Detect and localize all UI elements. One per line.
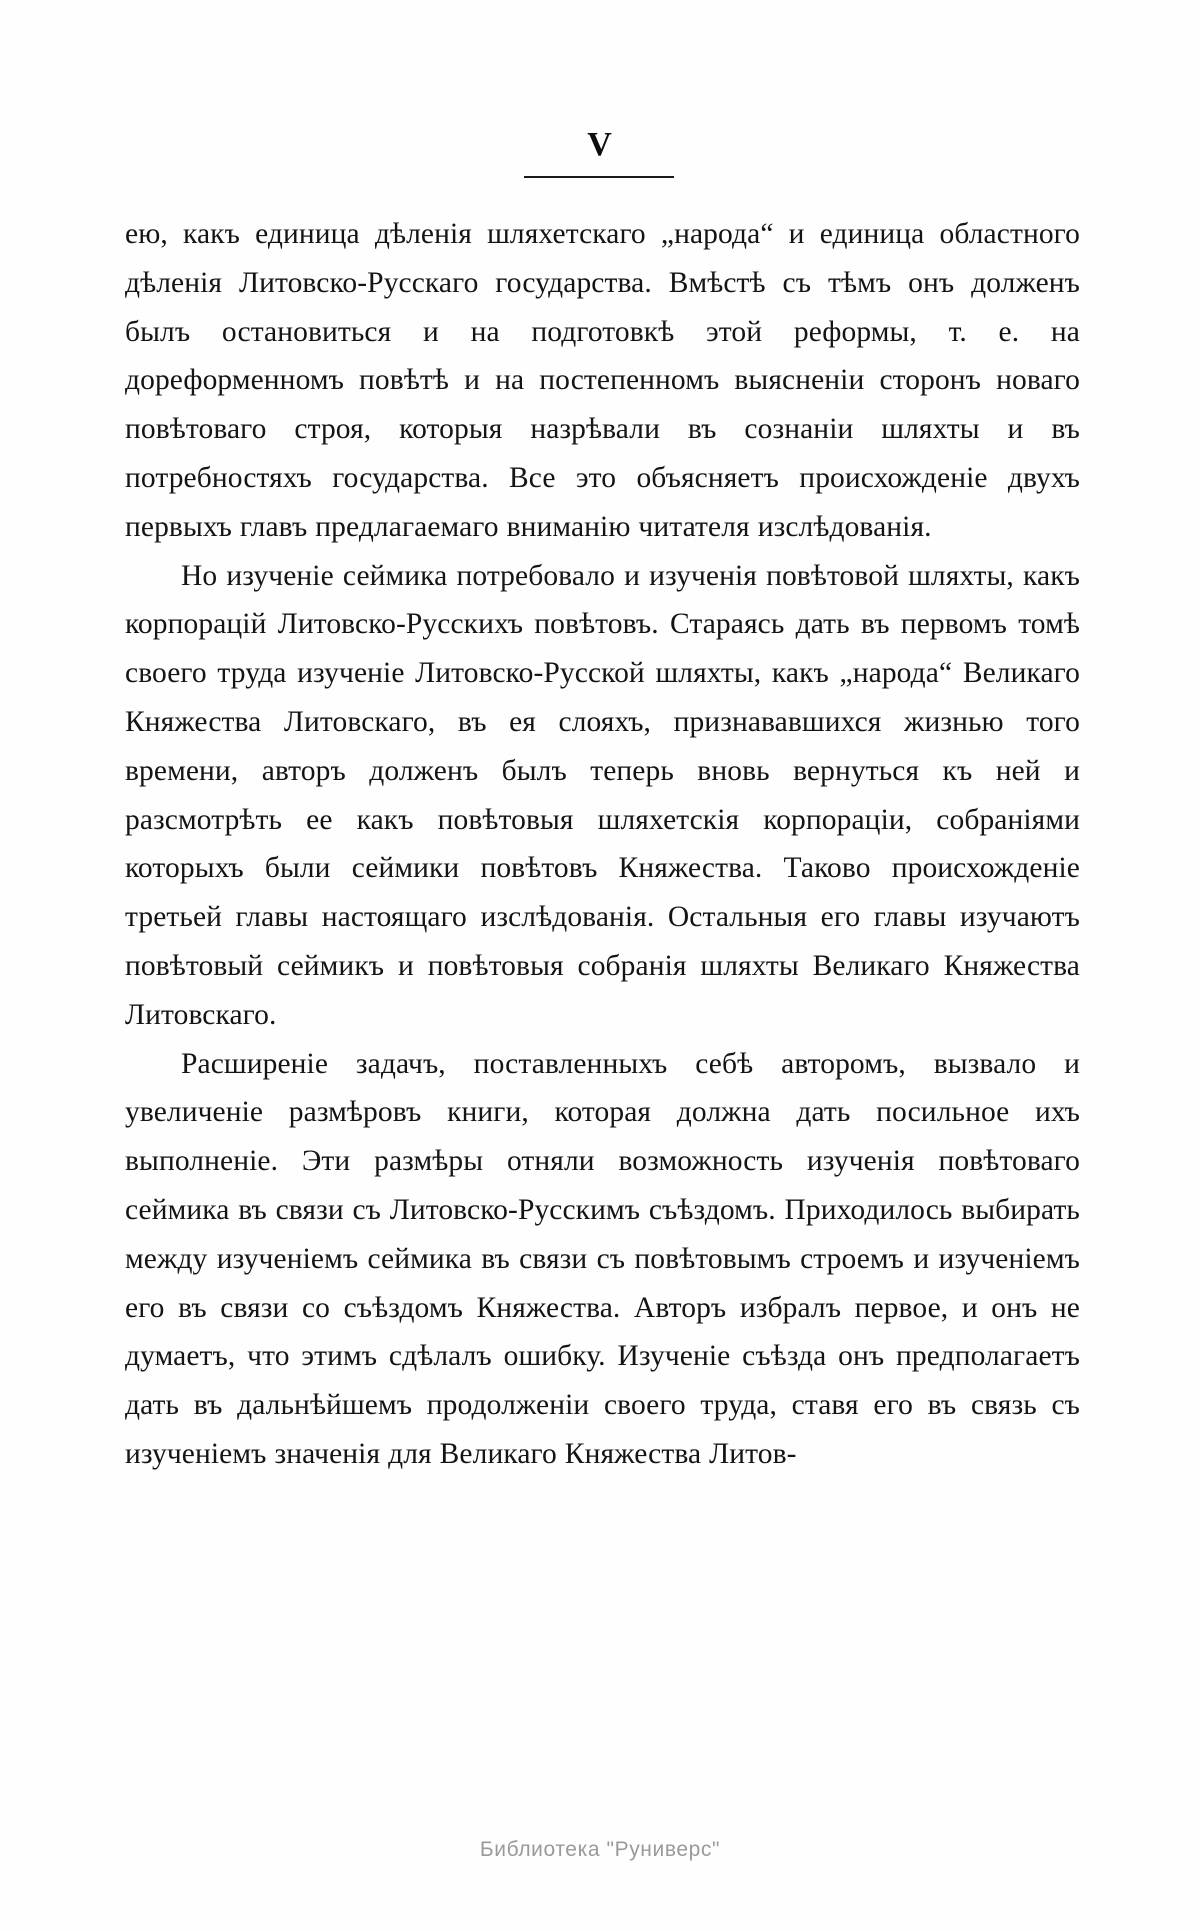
- page-number: V: [587, 126, 613, 163]
- paragraph-3: Расширеніе задачъ, поставленныхъ себѣ авторомъ, вызвало и увеличеніе размѣровъ книги, которая должна дать посильное ихъ выполненіе. Эти размѣры отняли возможность изученія повѣтоваго сеймика въ связи съ Литовско-Русскимъ съѣздомъ. Приходилось выбирать между изученіемъ сеймика въ связи съ повѣтовымъ строемъ и изученіемъ его въ связи со съѣздомъ Княжества. Авторъ избралъ первое, и онъ не думаетъ, что этимъ сдѣлалъ ошибку. Изученіе съѣзда онъ предполагаетъ дать въ дальнѣйшемъ продолженіи своего труда, ставя его въ связь съ изученіемъ значенія для Великаго Княжества Литов-: [125, 1047, 1080, 1470]
- header-divider: [524, 176, 674, 178]
- library-watermark: Библиотека "Руниверс": [479, 1838, 721, 1861]
- body-text: [125, 210, 1080, 1479]
- page-header: [0, 128, 1200, 172]
- paragraph-1: ею, какъ единица дѣленія шляхетскаго „народа“ и единица областного дѣленія Литовско-Русскаго государства. Вмѣстѣ съ тѣмъ онъ долженъ былъ остановиться и на подготовкѣ этой реформы, т. е. на дореформенномъ повѣтѣ и на постепенномъ выясненіи сторонъ новаго повѣтоваго строя, которыя назрѣвали въ сознаніи шляхты и въ потребностяхъ государства. Все это объясняетъ происхожденіе двухъ первыхъ главъ предлагаемаго вниманію читателя изслѣдованія.: [125, 218, 1080, 543]
- paragraph-2: Но изученіе сеймика потребовало и изученія повѣтовой шляхты, какъ корпорацій Литовско-Русскихъ повѣтовъ. Стараясь дать въ первомъ томѣ своего труда изученіе Литовско-Русской шляхты, какъ „народа“ Великаго Княжества Литовскаго, въ ея слояхъ, признававшихся жизнью того времени, авторъ долженъ былъ теперь вновь вернуться къ ней и разсмотрѣть ее какъ повѣтовыя шляхетскія корпораціи, собраніями которыхъ были сеймики повѣтовъ Княжества. Таково происхожденіе третьей главы настоящаго изслѣдованія. Остальныя его главы изучаютъ повѣтовый сеймикъ и повѣтовыя собранія шляхты Великаго Княжества Литовскаго.: [125, 559, 1080, 1031]
